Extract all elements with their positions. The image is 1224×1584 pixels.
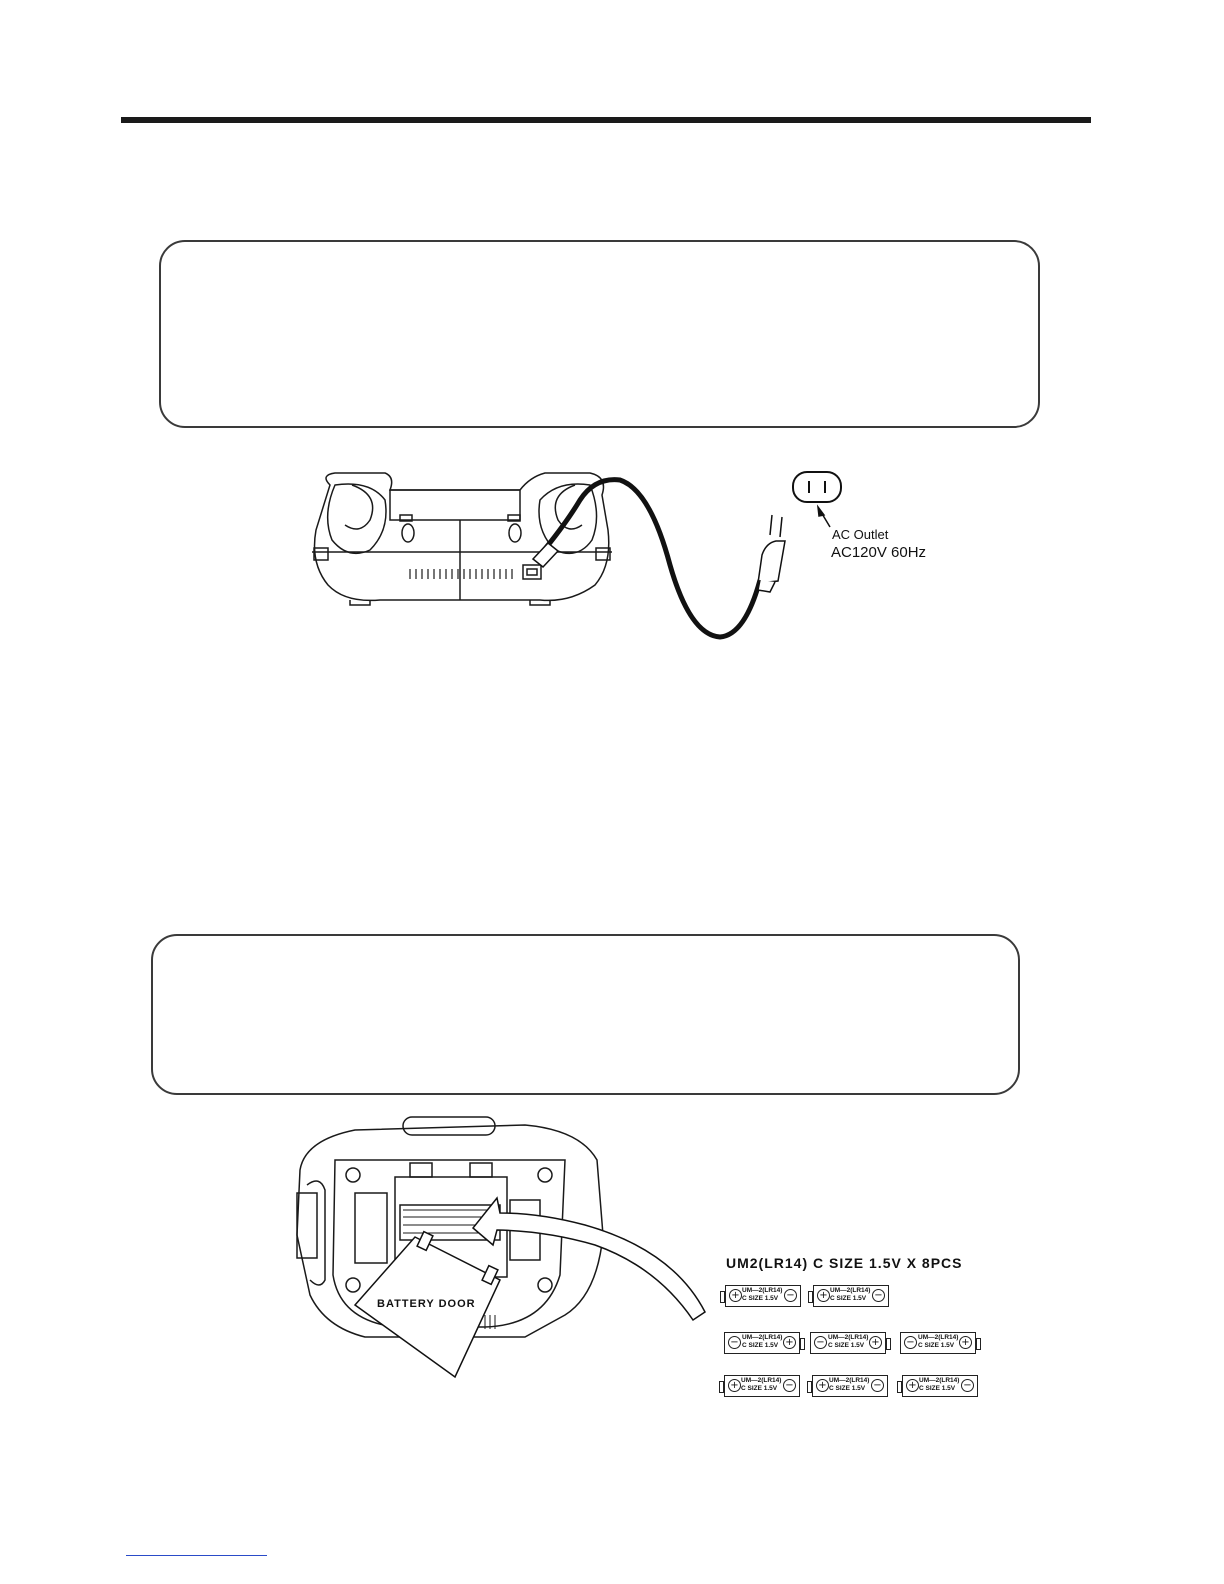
boombox-rear-view: [312, 473, 612, 605]
battery-cell: [725, 1285, 801, 1307]
plus-terminal-icon: +: [869, 1336, 882, 1349]
minus-terminal-icon: −: [961, 1379, 974, 1392]
ac-voltage-label: AC120V 60Hz: [831, 544, 927, 561]
battery-door-label: BATTERY DOOR: [377, 1298, 476, 1310]
battery-cell-label: [742, 1287, 782, 1303]
battery-cell-label: [742, 1334, 782, 1350]
plus-terminal-icon: +: [728, 1379, 741, 1392]
cell-label-line2: C SIZE 1.5V: [829, 1385, 866, 1392]
ac-power-notice-box: [159, 240, 1040, 428]
minus-terminal-icon: −: [904, 1336, 917, 1349]
battery-spec-label: UM2(LR14) C SIZE 1.5V X 8PCS: [726, 1255, 963, 1271]
pointer-arrow: [818, 507, 830, 527]
battery-cell-label: [830, 1287, 870, 1303]
cell-label-line2: C SIZE 1.5V: [918, 1342, 955, 1349]
plus-terminal-icon: +: [816, 1379, 829, 1392]
cell-label-line2: C SIZE 1.5V: [830, 1295, 867, 1302]
cell-label-line1: UM—2(LR14): [828, 1334, 869, 1341]
battery-terminal: [897, 1381, 902, 1393]
cell-label-line2: C SIZE 1.5V: [742, 1342, 779, 1349]
cell-label-line1: UM—2(LR14): [742, 1287, 783, 1294]
minus-terminal-icon: −: [783, 1379, 796, 1392]
cell-label-line1: UM—2(LR14): [741, 1377, 782, 1384]
battery-terminal: [719, 1381, 724, 1393]
plus-terminal-icon: +: [729, 1289, 742, 1302]
insert-arrow: [473, 1198, 705, 1320]
header-rule: [121, 117, 1091, 123]
cell-label-line1: UM—2(LR14): [919, 1377, 960, 1384]
battery-cell-label: [918, 1334, 958, 1350]
power-plug: [758, 515, 785, 592]
battery-cell: [900, 1332, 976, 1354]
battery-terminal: [720, 1291, 725, 1303]
cell-label-line1: UM—2(LR14): [742, 1334, 783, 1341]
cell-label-line1: UM—2(LR14): [829, 1377, 870, 1384]
minus-terminal-icon: −: [814, 1336, 827, 1349]
footer-underline: [126, 1555, 267, 1556]
ac-outlet-label: AC Outlet: [832, 527, 889, 542]
battery-cell: [812, 1375, 888, 1397]
battery-cell: [810, 1332, 886, 1354]
battery-terminal: [800, 1338, 805, 1350]
cell-label-line2: C SIZE 1.5V: [828, 1342, 865, 1349]
battery-cell: [724, 1332, 800, 1354]
battery-terminal: [976, 1338, 981, 1350]
battery-cell: [813, 1285, 889, 1307]
battery-cell-label: [919, 1377, 959, 1393]
plus-terminal-icon: +: [817, 1289, 830, 1302]
plus-terminal-icon: +: [783, 1336, 796, 1349]
plus-terminal-icon: +: [906, 1379, 919, 1392]
minus-terminal-icon: −: [872, 1289, 885, 1302]
plus-terminal-icon: +: [959, 1336, 972, 1349]
battery-terminal: [807, 1381, 812, 1393]
minus-terminal-icon: −: [728, 1336, 741, 1349]
battery-cell: [724, 1375, 800, 1397]
cell-label-line2: C SIZE 1.5V: [741, 1385, 778, 1392]
battery-cell-label: [829, 1377, 869, 1393]
cell-label-line2: C SIZE 1.5V: [742, 1295, 779, 1302]
cell-label-line2: C SIZE 1.5V: [919, 1385, 956, 1392]
battery-cell-label: [741, 1377, 781, 1393]
cell-label-line1: UM—2(LR14): [918, 1334, 959, 1341]
minus-terminal-icon: −: [784, 1289, 797, 1302]
battery-terminal: [886, 1338, 891, 1350]
ac-outlet-icon: [793, 472, 841, 502]
power-cord: [533, 480, 760, 637]
battery-cell-label: [828, 1334, 868, 1350]
battery-cell: [902, 1375, 978, 1397]
battery-terminal: [808, 1291, 813, 1303]
battery-notice-box: [151, 934, 1020, 1095]
cell-label-line1: UM—2(LR14): [830, 1287, 871, 1294]
minus-terminal-icon: −: [871, 1379, 884, 1392]
